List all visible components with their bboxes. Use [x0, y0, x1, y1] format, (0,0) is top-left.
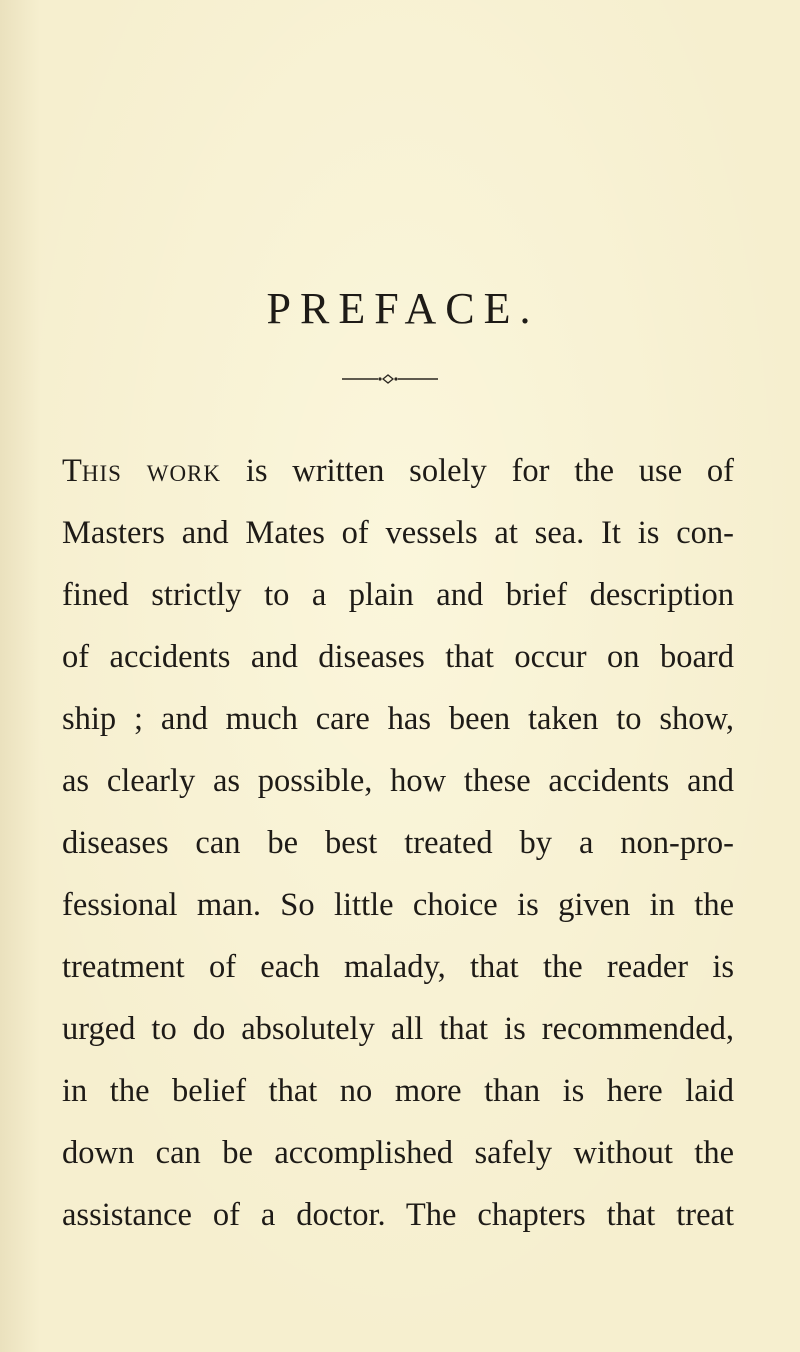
- lead-small-caps-word: WORK: [146, 461, 222, 486]
- text-line-9: treatment of each malady, that the reader is: [62, 949, 734, 985]
- text-line-10: urged to do absolutely all that is recommended,: [62, 1011, 734, 1047]
- text-line-1-rest: is written solely for the use of: [245, 453, 735, 489]
- text-line-4: of accidents and diseases that occur on board: [62, 639, 734, 675]
- preface-body: [62, 440, 734, 1246]
- text-line-3: fined strictly to a plain and brief description: [62, 577, 734, 613]
- text-line-2: Masters and Mates of vessels at sea. It is con-: [62, 515, 734, 551]
- lead-capital: T: [62, 453, 82, 489]
- lead-small-caps: HIS: [81, 461, 122, 486]
- text-line-8: fessional man. So little choice is given in the: [62, 887, 734, 923]
- text-line-1: [62, 440, 734, 502]
- text-line-11: in the belief that no more than is here laid: [62, 1073, 734, 1109]
- ornament-rule-icon: [340, 372, 440, 386]
- text-line-6: as clearly as possible, how these accidents and: [62, 763, 734, 799]
- page-title: PREFACE.: [266, 284, 540, 333]
- text-line-13: assistance of a doctor. The chapters that treat: [62, 1197, 734, 1233]
- text-line-12: down can be accomplished safely without the: [62, 1135, 734, 1171]
- text-line-7: diseases can be best treated by a non-pro-: [62, 825, 734, 861]
- text-line-5: ship ; and much care has been taken to show,: [62, 701, 734, 737]
